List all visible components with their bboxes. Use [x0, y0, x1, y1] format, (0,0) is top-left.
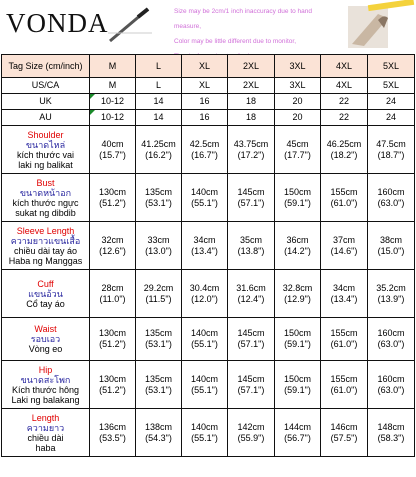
- measure-value: [228, 318, 275, 361]
- cm-value: 35cm: [239, 234, 262, 245]
- cm-value: 29.2cm: [143, 282, 174, 293]
- measure-row: [2, 126, 415, 174]
- inch-value: (57.1"): [237, 384, 265, 395]
- measure-vietnamese: chiều dài: [27, 432, 64, 443]
- measure-value: [136, 318, 182, 361]
- measure-value: [321, 318, 368, 361]
- inch-value: (11.0"): [99, 293, 126, 304]
- region-row: [2, 110, 415, 126]
- measure-value: [136, 174, 182, 222]
- inch-value: (15.0"): [377, 245, 405, 256]
- cm-value: 135cm: [144, 186, 172, 197]
- cm-value: 30.4cm: [189, 282, 220, 293]
- region-label: AU: [2, 110, 90, 126]
- inch-value: (16.7"): [191, 149, 218, 160]
- measure-value: [182, 126, 228, 174]
- region-value: 22: [321, 94, 368, 110]
- measure-filipino: Haba ng Manggas: [8, 255, 83, 266]
- inch-value: (12.0"): [191, 293, 218, 304]
- cm-value: 130cm: [98, 328, 126, 338]
- cm-value: 150cm: [283, 373, 311, 384]
- region-value: 10-12: [90, 110, 136, 126]
- inch-value: (55.1"): [191, 432, 218, 443]
- measure-value: [321, 222, 368, 270]
- tape-measure-icon: [338, 0, 416, 52]
- cm-value: 130cm: [98, 186, 126, 197]
- region-value: L: [136, 78, 182, 94]
- measure-value: [90, 174, 136, 222]
- measure-value: [136, 361, 182, 409]
- measure-value: [275, 174, 321, 222]
- measure-row: [2, 222, 415, 270]
- measure-vietnamese: Kích thước hông: [12, 384, 79, 395]
- measure-value: [368, 409, 415, 457]
- inch-value: (11.5"): [145, 293, 172, 304]
- measure-value: [90, 361, 136, 409]
- cm-value: 160cm: [377, 328, 405, 338]
- measure-value: [228, 409, 275, 457]
- cm-value: 142cm: [237, 421, 265, 432]
- inch-value: (59.1"): [284, 197, 311, 208]
- measure-value: [321, 126, 368, 174]
- measure-vietnamese: chiều dài tay áo: [13, 245, 78, 256]
- inch-value: (12.6"): [99, 245, 126, 256]
- inch-value: (53.5"): [99, 432, 126, 443]
- measure-value: [368, 126, 415, 174]
- cm-value: 34cm: [193, 234, 216, 245]
- cm-value: 135cm: [144, 373, 172, 384]
- measure-value: [136, 409, 182, 457]
- measure-title: Shoulder: [27, 129, 64, 140]
- region-value: XL: [182, 78, 228, 94]
- cm-value: 155cm: [330, 328, 358, 338]
- region-value: 20: [275, 110, 321, 126]
- cm-value: 140cm: [190, 421, 218, 432]
- measure-label: [2, 126, 90, 174]
- inch-value: (53.1"): [145, 197, 172, 208]
- size-header: 3XL: [275, 55, 321, 78]
- inch-value: (12.4"): [237, 293, 265, 304]
- measure-value: [182, 361, 228, 409]
- size-chart-table: [1, 54, 415, 457]
- measure-title: Length: [31, 412, 60, 423]
- measure-value: [136, 270, 182, 318]
- region-row: [2, 94, 415, 110]
- measure-value: [275, 409, 321, 457]
- inch-value: (17.7"): [284, 149, 311, 160]
- region-value: 16: [182, 94, 228, 110]
- measure-vietnamese: kích thước vai: [17, 149, 74, 160]
- measure-value: [90, 318, 136, 361]
- measure-thai: ความยาว: [26, 422, 65, 433]
- region-value: 24: [368, 110, 415, 126]
- inch-value: (63.0"): [377, 339, 405, 349]
- inch-value: (55.9"): [237, 432, 265, 443]
- measure-value: [228, 126, 275, 174]
- region-value: 3XL: [275, 78, 321, 94]
- measure-title: Bust: [36, 177, 55, 188]
- measure-value: [182, 270, 228, 318]
- measure-filipino: laki ng balikat: [18, 159, 73, 170]
- measure-filipino: sukat ng dibdib: [15, 207, 76, 218]
- region-value: 18: [228, 110, 275, 126]
- measure-value: [90, 126, 136, 174]
- cm-value: 34cm: [332, 282, 355, 293]
- cm-value: 146cm: [330, 421, 358, 432]
- measure-thai: ความยาวแขนเสื้อ: [10, 235, 81, 246]
- measure-value: [275, 222, 321, 270]
- inch-value: (53.1"): [145, 339, 172, 349]
- measure-value: [136, 126, 182, 174]
- measure-label: [2, 361, 90, 409]
- inch-value: (51.2"): [99, 339, 126, 349]
- measure-row: [2, 318, 415, 361]
- cm-value: 145cm: [237, 328, 265, 338]
- measure-value: [321, 361, 368, 409]
- cm-value: 32.8cm: [282, 282, 313, 293]
- region-label: UK: [2, 94, 90, 110]
- measure-filipino: haba: [35, 442, 56, 453]
- measure-value: [368, 361, 415, 409]
- cm-value: 150cm: [283, 328, 311, 338]
- region-value: 24: [368, 94, 415, 110]
- pen-icon: [108, 3, 152, 43]
- inch-value: (54.3"): [145, 432, 172, 443]
- measure-title: Waist: [34, 324, 57, 334]
- measure-vietnamese: Vòng eo: [28, 344, 63, 354]
- inch-value: (57.5"): [330, 432, 358, 443]
- measure-value: [321, 174, 368, 222]
- note-line: Size may be 2cm/1 inch inaccuracy due to hand measure,: [174, 8, 313, 30]
- inch-value: (61.0"): [330, 339, 358, 349]
- cm-value: 160cm: [377, 186, 405, 197]
- cm-value: 33cm: [147, 234, 170, 245]
- size-header: 4XL: [321, 55, 368, 78]
- region-label: US/CA: [2, 78, 90, 94]
- cm-value: 46.25cm: [326, 138, 362, 149]
- cm-value: 155cm: [330, 373, 358, 384]
- inch-value: (63.0"): [377, 384, 405, 395]
- inch-value: (55.1"): [191, 339, 218, 349]
- cm-value: 144cm: [283, 421, 311, 432]
- cm-value: 28cm: [101, 282, 124, 293]
- cm-value: 43.75cm: [233, 138, 269, 149]
- measure-value: [228, 174, 275, 222]
- inch-value: (56.7"): [284, 432, 311, 443]
- cm-value: 47.5cm: [376, 138, 406, 149]
- measure-thai: แขนอ้วน: [28, 288, 63, 299]
- inch-value: (55.1"): [191, 384, 218, 395]
- measure-title: Hip: [38, 364, 53, 375]
- inch-value: (57.1"): [237, 339, 265, 349]
- measure-title: Cuff: [37, 278, 54, 289]
- region-value: 16: [182, 110, 228, 126]
- measure-label: [2, 318, 90, 361]
- size-header: L: [136, 55, 182, 78]
- cm-value: 160cm: [377, 373, 405, 384]
- measure-thai: ขนาดสะโพก: [20, 374, 71, 385]
- inch-value: (18.2"): [330, 149, 358, 160]
- cm-value: 140cm: [190, 186, 218, 197]
- inch-value: (58.3"): [377, 432, 405, 443]
- inch-value: (51.2"): [99, 197, 126, 208]
- size-header: M: [90, 55, 136, 78]
- region-value: M: [90, 78, 136, 94]
- measure-label: [2, 270, 90, 318]
- measure-value: [368, 270, 415, 318]
- measure-title: Sleeve Length: [16, 225, 75, 236]
- inch-value: (14.2"): [284, 245, 311, 256]
- header: [0, 0, 416, 54]
- measure-value: [368, 318, 415, 361]
- measure-value: [90, 222, 136, 270]
- measure-thai: รอบเอว: [30, 334, 61, 344]
- region-row: [2, 78, 415, 94]
- inch-value: (55.1"): [191, 197, 218, 208]
- cm-value: 45cm: [286, 138, 309, 149]
- inch-value: (59.1"): [284, 384, 311, 395]
- measure-vietnamese: kích thước ngực: [12, 197, 79, 208]
- measure-thai: ขนาดไหล่: [25, 139, 66, 150]
- measure-value: [275, 318, 321, 361]
- cm-value: 136cm: [98, 421, 126, 432]
- measure-value: [321, 409, 368, 457]
- cm-value: 138cm: [144, 421, 172, 432]
- measure-value: [182, 409, 228, 457]
- cm-value: 148cm: [377, 421, 405, 432]
- inch-value: (59.1"): [284, 339, 311, 349]
- measure-row: [2, 270, 415, 318]
- inch-value: (13.9"): [377, 293, 405, 304]
- cm-value: 41.25cm: [141, 138, 176, 149]
- measure-value: [321, 270, 368, 318]
- inch-value: (14.6"): [330, 245, 358, 256]
- inch-value: (13.4"): [191, 245, 218, 256]
- inch-value: (13.0"): [145, 245, 172, 256]
- cm-value: 32cm: [101, 234, 124, 245]
- inch-value: (61.0"): [330, 197, 358, 208]
- cm-value: 40cm: [101, 138, 124, 149]
- cm-value: 42.5cm: [189, 138, 220, 149]
- measure-value: [228, 270, 275, 318]
- region-value: 10-12: [90, 94, 136, 110]
- cm-value: 35.2cm: [376, 282, 406, 293]
- size-header: 2XL: [228, 55, 275, 78]
- measure-thai: ขนาดหน้าอก: [19, 187, 72, 198]
- measure-row: [2, 409, 415, 457]
- measure-value: [90, 270, 136, 318]
- note-line: Color may be little different due to monitor,: [174, 38, 296, 45]
- measure-value: [182, 318, 228, 361]
- inch-value: (51.2"): [99, 384, 126, 395]
- inch-value: (18.7"): [377, 149, 405, 160]
- size-header: XL: [182, 55, 228, 78]
- inch-value: (13.4"): [330, 293, 358, 304]
- measure-value: [275, 270, 321, 318]
- cm-value: 140cm: [190, 373, 218, 384]
- cm-value: 155cm: [330, 186, 358, 197]
- cm-value: 145cm: [237, 186, 265, 197]
- region-value: 14: [136, 110, 182, 126]
- region-value: 5XL: [368, 78, 415, 94]
- measure-value: [228, 222, 275, 270]
- cm-value: 36cm: [286, 234, 309, 245]
- header-label: Tag Size (cm/inch): [2, 55, 90, 78]
- region-value: 4XL: [321, 78, 368, 94]
- measure-value: [368, 222, 415, 270]
- cm-value: 140cm: [190, 328, 218, 338]
- region-value: 22: [321, 110, 368, 126]
- region-value: 14: [136, 94, 182, 110]
- header-row: [2, 55, 415, 78]
- cm-value: 135cm: [144, 328, 172, 338]
- measure-value: [275, 361, 321, 409]
- inch-value: (53.1"): [145, 384, 172, 395]
- measure-row: [2, 361, 415, 409]
- cm-value: 150cm: [283, 186, 311, 197]
- cm-value: 38cm: [379, 234, 402, 245]
- inch-value: (57.1"): [237, 197, 265, 208]
- measure-value: [275, 126, 321, 174]
- measure-value: [90, 409, 136, 457]
- measure-label: [2, 409, 90, 457]
- measure-label: [2, 222, 90, 270]
- size-header: 5XL: [368, 55, 415, 78]
- inch-value: (15.7"): [99, 149, 126, 160]
- inch-value: (17.2"): [237, 149, 265, 160]
- measure-value: [182, 174, 228, 222]
- inch-value: (13.8"): [237, 245, 265, 256]
- measure-value: [182, 222, 228, 270]
- measure-row: [2, 174, 415, 222]
- region-value: 2XL: [228, 78, 275, 94]
- region-value: 18: [228, 94, 275, 110]
- cm-value: 37cm: [332, 234, 355, 245]
- inch-value: (61.0"): [330, 384, 358, 395]
- measure-filipino: Laki ng balakang: [11, 394, 80, 405]
- inch-value: (12.9"): [284, 293, 311, 304]
- measure-value: [368, 174, 415, 222]
- cm-value: 31.6cm: [236, 282, 266, 293]
- cm-value: 145cm: [237, 373, 265, 384]
- measure-value: [228, 361, 275, 409]
- cm-value: 130cm: [98, 373, 126, 384]
- inch-value: (16.2"): [145, 149, 172, 160]
- measure-value: [136, 222, 182, 270]
- measure-label: [2, 174, 90, 222]
- measure-vietnamese: Cổ tay áo: [26, 298, 65, 309]
- region-value: 20: [275, 94, 321, 110]
- inch-value: (63.0"): [377, 197, 405, 208]
- brand-logo: VONDA: [6, 8, 109, 38]
